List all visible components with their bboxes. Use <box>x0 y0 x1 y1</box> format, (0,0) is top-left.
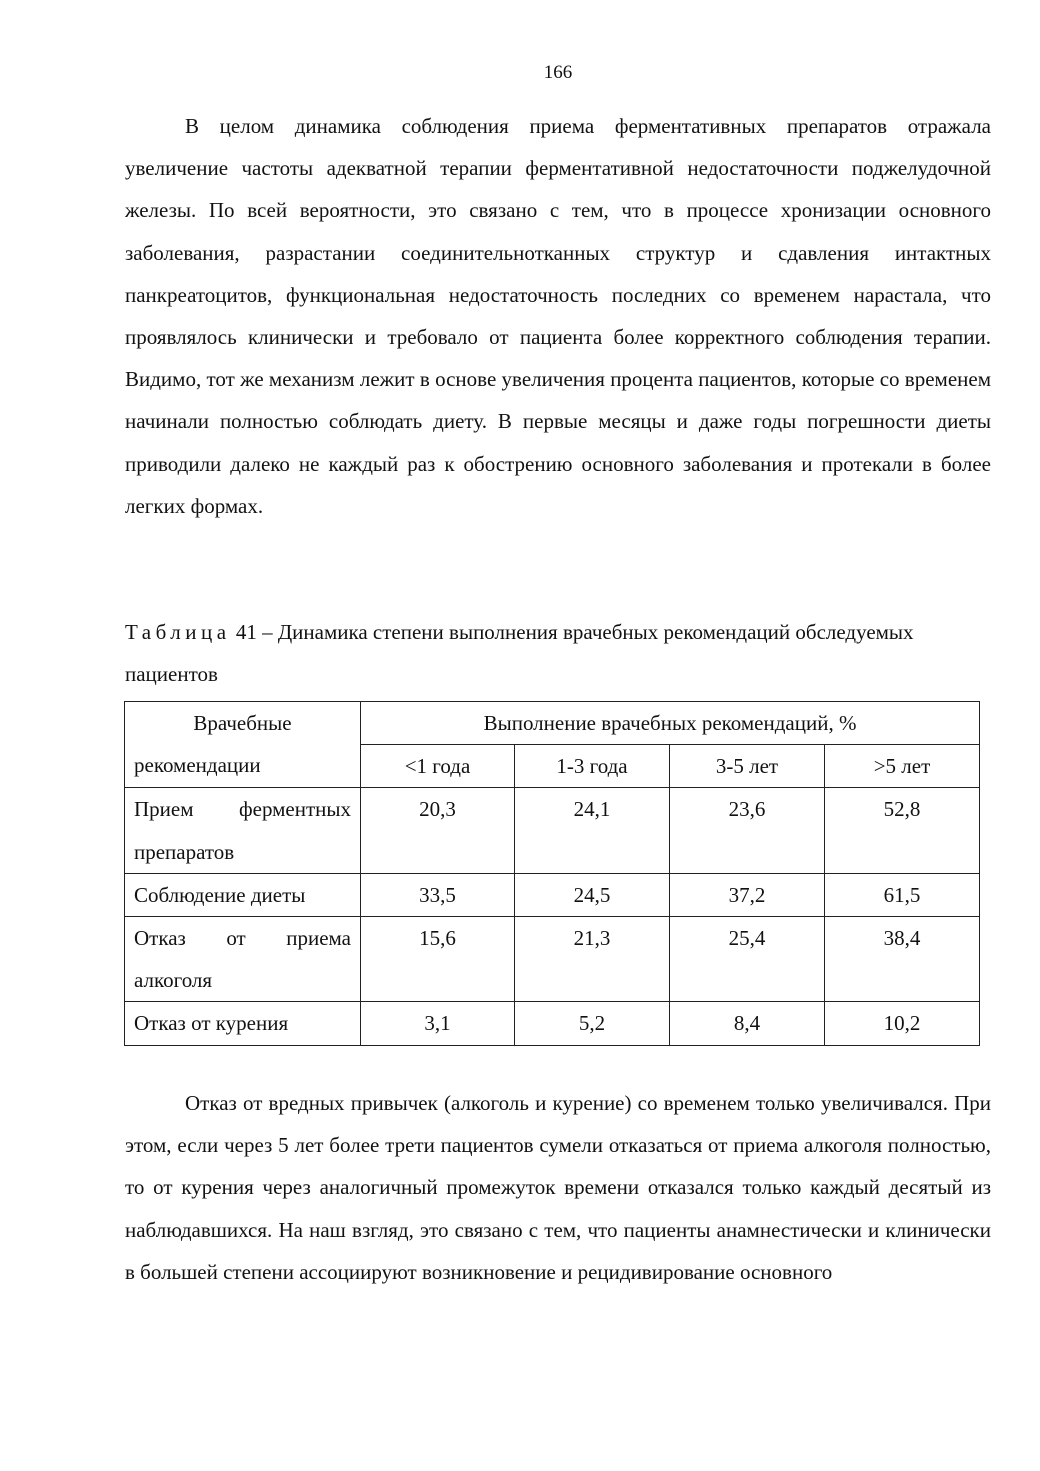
header-recommendations-line2: рекомендации <box>134 753 261 778</box>
table-row <box>125 788 980 873</box>
cell-value: 33,5 <box>361 873 515 916</box>
cell-value: 5,2 <box>515 1002 670 1045</box>
column-header: >5 лет <box>825 745 980 788</box>
cell-value: 24,1 <box>515 788 670 873</box>
table-caption <box>125 611 991 695</box>
cell-value: 24,5 <box>515 873 670 916</box>
table-row <box>125 917 980 1002</box>
table-caption-text: 41 – Динамика степени выполнения врачебных рекомендаций обследуемых пациентов <box>125 620 914 687</box>
cell-value: 23,6 <box>670 788 825 873</box>
column-header: 3-5 лет <box>670 745 825 788</box>
row-label: Отказ от приема алкоголя <box>125 917 361 1002</box>
table-caption-label: Таблица <box>125 620 231 644</box>
cell-value: 3,1 <box>361 1002 515 1045</box>
cell-value: 37,2 <box>670 873 825 916</box>
row-label: Соблюдение диеты <box>125 873 361 916</box>
page-number: 166 <box>543 62 573 83</box>
table-row <box>125 1002 980 1045</box>
row-label: Прием ферментных препаратов <box>125 788 361 873</box>
cell-value: 38,4 <box>825 917 980 1002</box>
cell-value: 8,4 <box>670 1002 825 1045</box>
cell-value: 15,6 <box>361 917 515 1002</box>
body-paragraph-1: В целом динамика соблюдения приема ферментативных препаратов отражала увеличение частоты адекватной терапии ферментативной недостаточности поджелудочной железы. По всей вероятности, это связано с тем, что в процессе хронизации основного заболевания, разрастании соединительнотканных структур и сдавления интактных панкреатоцитов, функциональная недостаточность последних со временем нарастала, что проявлялось клинически и требовало от пациента более корректного соблюдения терапии. Видимо, тот же механизм лежит в основе увеличения процента пациентов, которые со временем начинали полностью соблюдать диету. В первые месяцы и даже годы погрешности диеты приводили далеко не каждый раз к обострению основного заболевания и протекали в более легких формах. <box>125 114 991 518</box>
header-recommendations-line1: Врачебные <box>193 711 292 735</box>
cell-value: 21,3 <box>515 917 670 1002</box>
cell-value: 61,5 <box>825 873 980 916</box>
row-label: Отказ от курения <box>125 1002 361 1045</box>
table-row <box>125 873 980 916</box>
header-group: Выполнение врачебных рекомендаций, % <box>361 702 980 745</box>
body-paragraph-2: Отказ от вредных привычек (алкоголь и курение) со временем только увеличивался. При этом, если через 5 лет более трети пациентов сумели отказаться от приема алкоголя полностью, то от курения через аналогичный промежуток времени отказался только каждый десятый из наблюдавшихся. На наш взгляд, это связано с тем, что пациенты анамнестически и клинически в большей степени ассоциируют возникновение и рецидивирование основного <box>125 1091 991 1284</box>
column-header: 1-3 года <box>515 745 670 788</box>
recommendations-table <box>124 701 980 1046</box>
cell-value: 52,8 <box>825 788 980 873</box>
header-recommendations <box>125 702 361 788</box>
cell-value: 25,4 <box>670 917 825 1002</box>
cell-value: 10,2 <box>825 1002 980 1045</box>
column-header: <1 года <box>361 745 515 788</box>
cell-value: 20,3 <box>361 788 515 873</box>
